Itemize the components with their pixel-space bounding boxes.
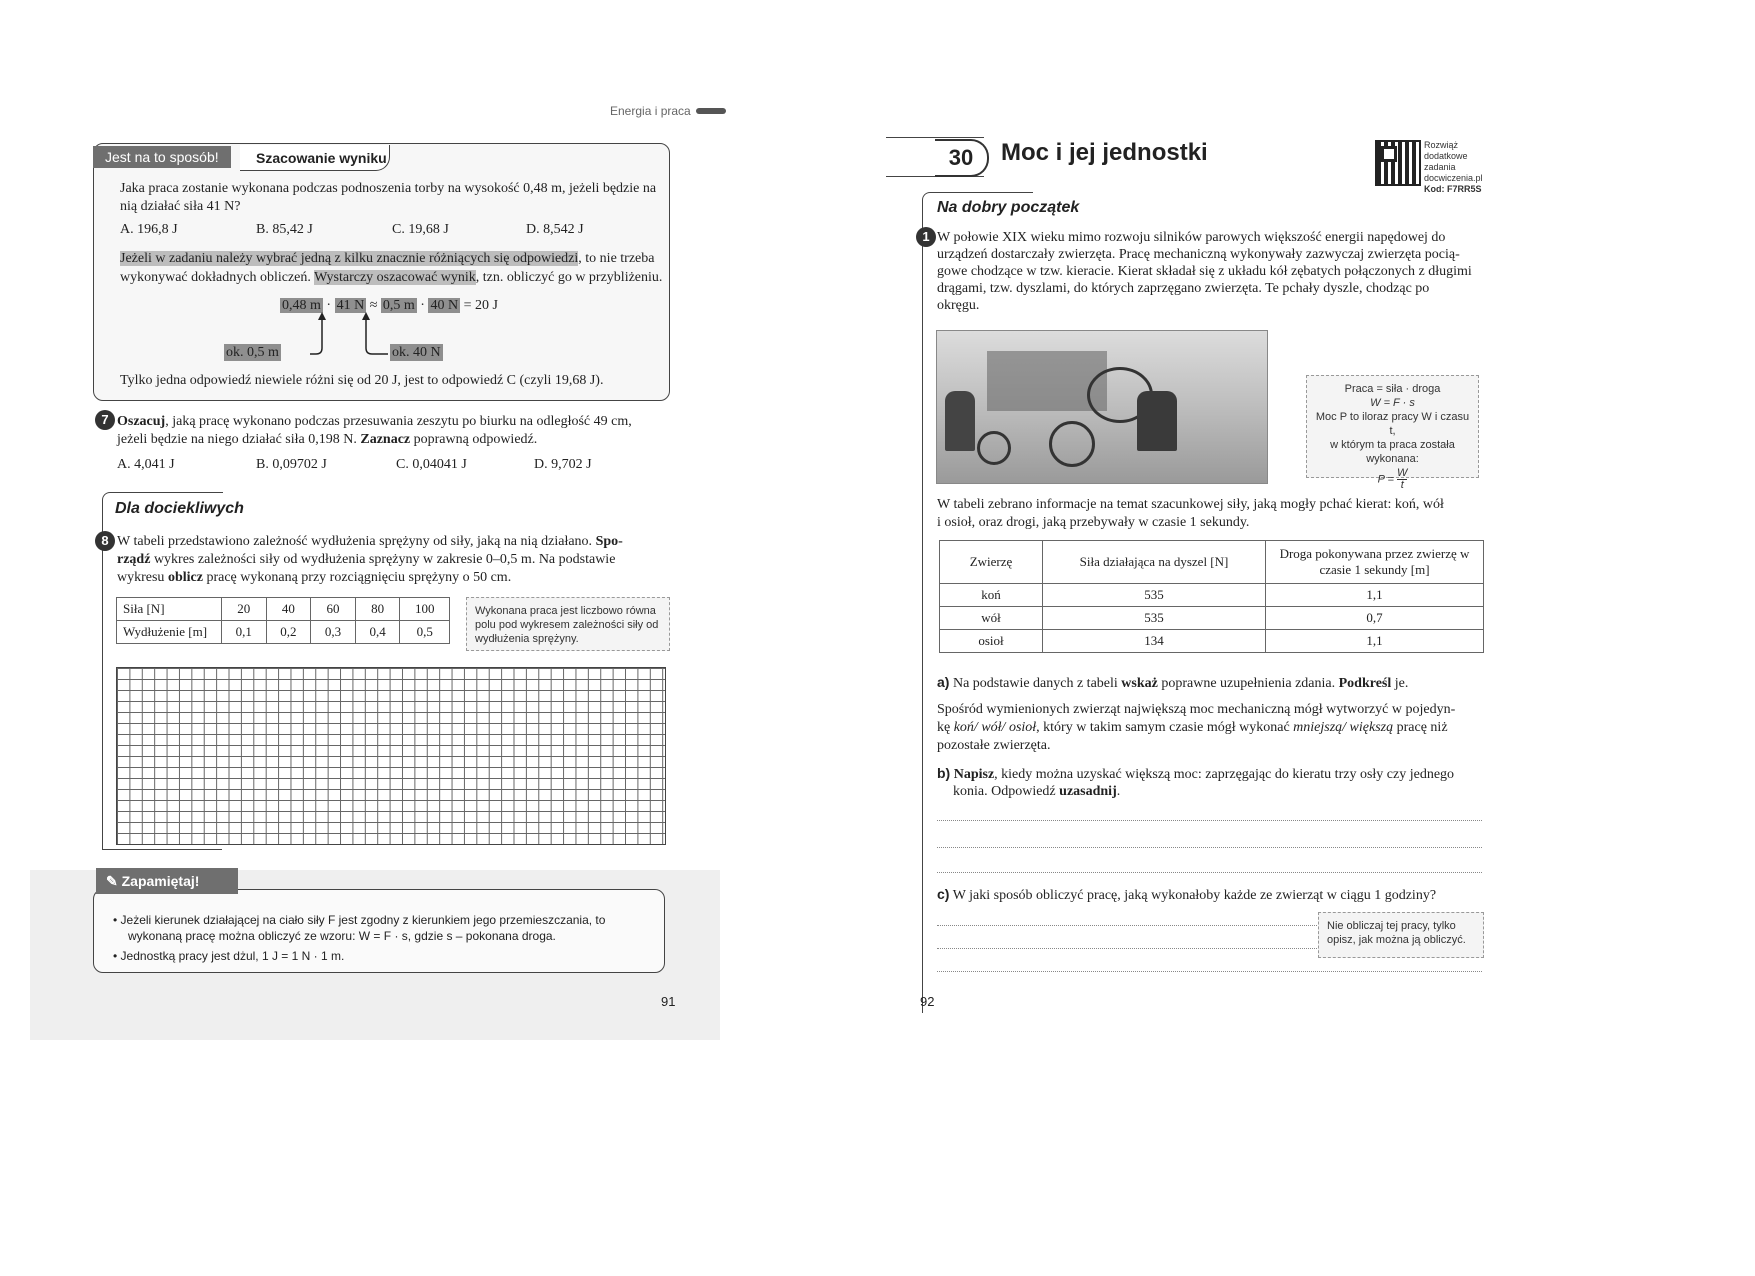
qr-line: Kod: F7RR5S <box>1424 184 1482 194</box>
task-8-line1 <box>117 533 623 550</box>
task-1-line: W połowie XIX wieku mimo rozwoju silników parowych większość energii napędowej do <box>937 230 1446 245</box>
work-choice[interactable]: mniejszą/ większą <box>1293 720 1394 735</box>
formula-power-def-3: wykonana: <box>1366 453 1419 465</box>
tip-text-line1 <box>120 250 654 267</box>
tip-option-a: A. 196,8 J <box>120 222 178 237</box>
tip-option-b: B. 85,42 J <box>256 222 313 237</box>
estimate-label-right: ok. 40 N <box>392 345 441 360</box>
qr-line: Rozwiąż <box>1424 140 1459 150</box>
formula-fraction <box>1397 468 1407 491</box>
running-head-bar <box>696 108 726 114</box>
tip-question-line1: Jaka praca zostanie wykonana podczas podnoszenia torby na wysokość 0,48 m, jeżeli będzie na <box>120 181 657 196</box>
spring-force-cell: 100 <box>400 598 450 621</box>
part-a-s2a: kę <box>937 720 954 735</box>
tip-text-2a: wykonywać dokładnych obliczeń. <box>120 270 315 285</box>
part-a-s2b: , który w takim samym czasie mógł wykonać <box>1036 720 1294 735</box>
graph-grid[interactable] <box>116 667 666 845</box>
formula-note <box>1306 375 1479 491</box>
animal-cell: osioł <box>940 630 1043 653</box>
spring-force-cell: 20 <box>222 598 267 621</box>
task-1-number: 1 <box>916 227 936 247</box>
tip-text-2-rest: , tzn. obliczyć go w przybliżeniu. <box>475 270 663 285</box>
part-a-sentence-line1: Spośród wymienionych zwierząt największą moc mechaniczną mógł wytworzyć w pojedyn- <box>937 702 1456 717</box>
task-7-text1: , jaką pracę wykonano podczas przesuwania zeszytu po biurku na odległość 49 cm, <box>165 414 632 429</box>
task-8-line3 <box>117 569 511 586</box>
spring-force-cell: 80 <box>355 598 400 621</box>
remember-bullet-1-line2: wykonaną pracę można obliczyć ze wzoru: W = F · s, gdzie s – pokonana droga. <box>128 929 556 943</box>
answer-line[interactable] <box>937 971 1482 972</box>
part-a-sentence-line3: pozostałe zwierzęta. <box>937 738 1051 753</box>
task-1-line: urządzeń dostarczały zwierzęta. Pracę mechaniczną wykonywały zazwyczaj zwierzęta pocią- <box>937 247 1460 262</box>
part-b-text-a: , kiedy można uzyskać większą moc: zaprzęgając do kieratu trzy osły czy jednego <box>994 767 1455 782</box>
formula-work-symbol: W = F · s <box>1370 397 1415 409</box>
table-row <box>940 584 1484 607</box>
remember-b1-l1: Jeżeli kierunek działającej na ciało siły F jest zgodny z kierunkiem jego przemieszczania, to <box>120 913 606 927</box>
force-cell: 535 <box>1043 607 1266 630</box>
tip-highlight-1: Jeżeli w zadaniu należy wybrać jedną z kilku znacznie różniących się odpowiedzi <box>120 251 579 266</box>
task-7-verb: Oszacuj <box>117 414 166 429</box>
tip-conclusion: Tylko jedna odpowiedź niewiele różni się od 20 J, jest to odpowiedź C (czyli 19,68 J). <box>120 373 604 388</box>
eq-result: = 20 J <box>463 298 498 313</box>
cart-wheel-icon <box>977 431 1011 465</box>
task-8-verb-1b: rządź <box>117 552 151 567</box>
cart-wheel-icon <box>1049 421 1095 467</box>
spring-extension-cell: 0,5 <box>400 621 450 644</box>
horse-icon <box>945 391 975 451</box>
header-animal: Zwierzę <box>940 541 1043 584</box>
answer-line[interactable] <box>937 847 1482 848</box>
answer-line[interactable] <box>937 925 1317 926</box>
qr-caption <box>1424 140 1483 195</box>
task-8-number: 8 <box>95 531 115 551</box>
task-7-option-b[interactable]: B. 0,09702 J <box>256 457 327 472</box>
lesson-number: 30 <box>935 139 989 177</box>
task-8-verb-1: Spo- <box>595 534 623 549</box>
table-row <box>940 630 1484 653</box>
spring-force-cell: 40 <box>266 598 311 621</box>
task-8-text2: wykres zależności siły od wydłużenia sprężyny w zakresie 0–0,5 m. Na podstawie <box>150 552 616 567</box>
qr-line: dodatkowe <box>1424 151 1468 161</box>
arrow-right-head <box>362 312 370 320</box>
task-8-text1: W tabeli przedstawiono zależność wydłużenia sprężyny od siły, jaką na nią działano. <box>117 534 596 549</box>
power-formula <box>1315 468 1470 491</box>
tip-highlight-2: Wystarczy oszacować wynik <box>314 270 476 285</box>
spring-table-row-extension <box>117 621 450 644</box>
remember-tag-label: Zapamiętaj! <box>121 873 200 889</box>
spring-table <box>116 597 450 644</box>
part-b-text-b: konia. Odpowiedź <box>953 784 1060 799</box>
task-1-line: gowe chodzące w tzw. kieracie. Kierat składał się z układu kół zębatych połączonych z długimi <box>937 264 1472 279</box>
part-c-text: W jaki sposób obliczyć pracę, jaką wykonałoby każde ze zwierząt w ciągu 1 godziny? <box>949 888 1437 903</box>
animals-table <box>939 540 1484 653</box>
tip-option-d: D. 8,542 J <box>526 222 584 237</box>
eq-value-d: 40 N <box>430 298 459 313</box>
tip-option-c: C. 19,68 J <box>392 222 449 237</box>
tip-text-1-rest: , to nie trzeba <box>578 251 655 266</box>
eq-value-a: 0,48 m <box>282 298 321 313</box>
distance-cell: 1,1 <box>1266 584 1484 607</box>
task-7-option-a[interactable]: A. 4,041 J <box>117 457 175 472</box>
section-title-dociekliwych: Dla dociekliwych <box>115 500 244 517</box>
part-a-label: a) <box>937 674 950 690</box>
table-intro-line1: W tabeli zebrano informacje na temat szacunkowej siły, jaką mogły pchać kierat: koń, wół <box>937 497 1444 512</box>
remember-bullet-2 <box>113 948 344 964</box>
distance-cell: 0,7 <box>1266 607 1484 630</box>
formula-power-def-2: w którym ta praca została <box>1330 439 1455 451</box>
running-head: Energia i praca <box>610 104 691 118</box>
part-a-verb-2: Podkreśl <box>1338 676 1392 691</box>
header-distance: Droga pokonywana przez zwierzę w czasie 1 sekundy [m] <box>1266 541 1484 584</box>
qr-code-icon[interactable] <box>1375 140 1421 186</box>
estimate-label-left: ok. 0,5 m <box>226 345 279 360</box>
task-8-verb-2: oblicz <box>167 570 203 585</box>
table-row <box>940 607 1484 630</box>
tip-tag: Jest na to sposób! <box>93 146 231 168</box>
part-b-label: b) <box>937 765 951 781</box>
task-7-line2 <box>117 431 537 448</box>
remember-b2: Jednostką pracy jest dżul, 1 J = 1 N · 1 m. <box>120 949 345 963</box>
eq-approx: ≈ <box>369 298 378 313</box>
qr-line: docwiczenia.pl <box>1424 173 1483 183</box>
answer-line[interactable] <box>937 872 1482 873</box>
lesson-title: Moc i jej jednostki <box>1001 139 1208 166</box>
part-c-hint-note: Nie obliczaj tej pracy, tylko opisz, jak można ją obliczyć. <box>1318 912 1484 958</box>
formula-power-def: Moc P to iloraz pracy W i czasu t, <box>1315 411 1470 437</box>
answer-line[interactable] <box>937 820 1482 821</box>
task-8-text3b: pracę wykonaną przy rozciągnięciu sprężyny o 50 cm. <box>202 570 512 585</box>
task-7-number: 7 <box>95 410 115 430</box>
remember-tag <box>96 868 238 894</box>
animal-cell: wół <box>940 607 1043 630</box>
spring-row2-label: Wydłużenie [m] <box>117 621 222 644</box>
task-7-verb-2: Zaznacz <box>360 432 411 447</box>
table-intro-line2: i osioł, oraz drogi, jaką przebywały w czasie 1 sekundy. <box>937 515 1250 530</box>
arrow-left <box>310 316 322 354</box>
part-b-text-c: . <box>1116 784 1121 799</box>
part-b-verb-2: uzasadnij <box>1059 784 1117 799</box>
task-8-line2 <box>117 551 615 568</box>
part-a-text-c: je. <box>1391 676 1409 691</box>
task-1-line: okręgu. <box>937 298 980 313</box>
spring-extension-cell: 0,4 <box>355 621 400 644</box>
arrow-right <box>366 316 388 354</box>
part-b-line1 <box>937 765 1454 783</box>
task-7-text2a: jeżeli będzie na niego działać siła 0,198 N. <box>117 432 361 447</box>
horse-treadmill-illustration <box>936 330 1268 484</box>
section-title-poczatek: Na dobry początek <box>937 199 1080 216</box>
spring-force-cell: 60 <box>311 598 356 621</box>
spring-extension-cell: 0,3 <box>311 621 356 644</box>
remember-bullet-1 <box>113 912 605 928</box>
force-cell: 535 <box>1043 584 1266 607</box>
answer-line[interactable] <box>937 948 1317 949</box>
qr-line: zadania <box>1424 162 1456 172</box>
task-7-option-c[interactable]: C. 0,04041 J <box>396 457 467 472</box>
horse-icon <box>1137 391 1177 451</box>
formula-work: Praca = siła · droga <box>1344 383 1441 395</box>
task-7-text2b: poprawną odpowiedź. <box>410 432 538 447</box>
task-7-line1 <box>117 413 632 430</box>
spring-row1-label: Siła [N] <box>117 598 222 621</box>
spring-extension-cell: 0,2 <box>266 621 311 644</box>
formula-numerator: W <box>1397 467 1408 479</box>
task-1-line: drągami, tzw. dyszlami, do których zaprzęgano zwierzęta. Te pchały dyszle, chodząc po <box>937 281 1430 296</box>
eq-value-c: 0,5 m <box>382 298 415 313</box>
part-a-text-a: Na podstawie danych z tabeli <box>949 676 1122 691</box>
tip-text-line2 <box>120 269 662 286</box>
force-cell: 134 <box>1043 630 1266 653</box>
part-c-line <box>937 886 1436 904</box>
task-7-option-d[interactable]: D. 9,702 J <box>534 457 592 472</box>
part-a-text-b: poprawne uzupełnienia zdania. <box>1157 676 1339 691</box>
bullet-icon: • <box>113 913 121 927</box>
animal-cell: koń <box>940 584 1043 607</box>
part-a-s2c: pracę niż <box>1393 720 1448 735</box>
eq-dot-2: · <box>420 298 425 313</box>
spring-table-row-force <box>117 598 450 621</box>
tip-question-line2: nią działać siła 41 N? <box>120 199 241 214</box>
brain-icon: ✎ <box>106 873 122 889</box>
task-1-intro <box>937 229 1480 314</box>
page-number-left: 91 <box>661 994 676 1009</box>
task-8-hint-note: Wykonana praca jest liczbowo równa polu pod wykresem zależności siły od wydłużenia sprężyny. <box>466 597 670 651</box>
eq-value-b: 41 N <box>336 298 365 313</box>
part-a-verb-1: wskaż <box>1121 676 1158 691</box>
part-c-label: c) <box>937 886 950 902</box>
spring-extension-cell: 0,1 <box>222 621 267 644</box>
page-number-right: 92 <box>920 994 935 1009</box>
header-force: Siła działająca na dyszel [N] <box>1043 541 1266 584</box>
part-a-instruction <box>937 674 1408 692</box>
formula-lhs: P = <box>1377 473 1394 486</box>
animal-choice[interactable]: koń/ wół/ osioł <box>953 720 1037 735</box>
animals-table-header <box>940 541 1484 584</box>
distance-cell: 1,1 <box>1266 630 1484 653</box>
bullet-icon: • <box>113 949 121 963</box>
task-8-text3a: wykresu <box>117 570 168 585</box>
tip-title: Szacowanie wyniku <box>240 145 390 171</box>
formula-denominator: t <box>1400 479 1404 491</box>
part-b-line2 <box>953 783 1120 800</box>
section-frame-bottom <box>102 849 222 850</box>
arrow-left-head <box>318 312 326 320</box>
eq-dot-1: · <box>326 298 332 313</box>
part-a-sentence-line2 <box>937 719 1448 736</box>
part-b-verb-1: Napisz <box>950 767 995 782</box>
